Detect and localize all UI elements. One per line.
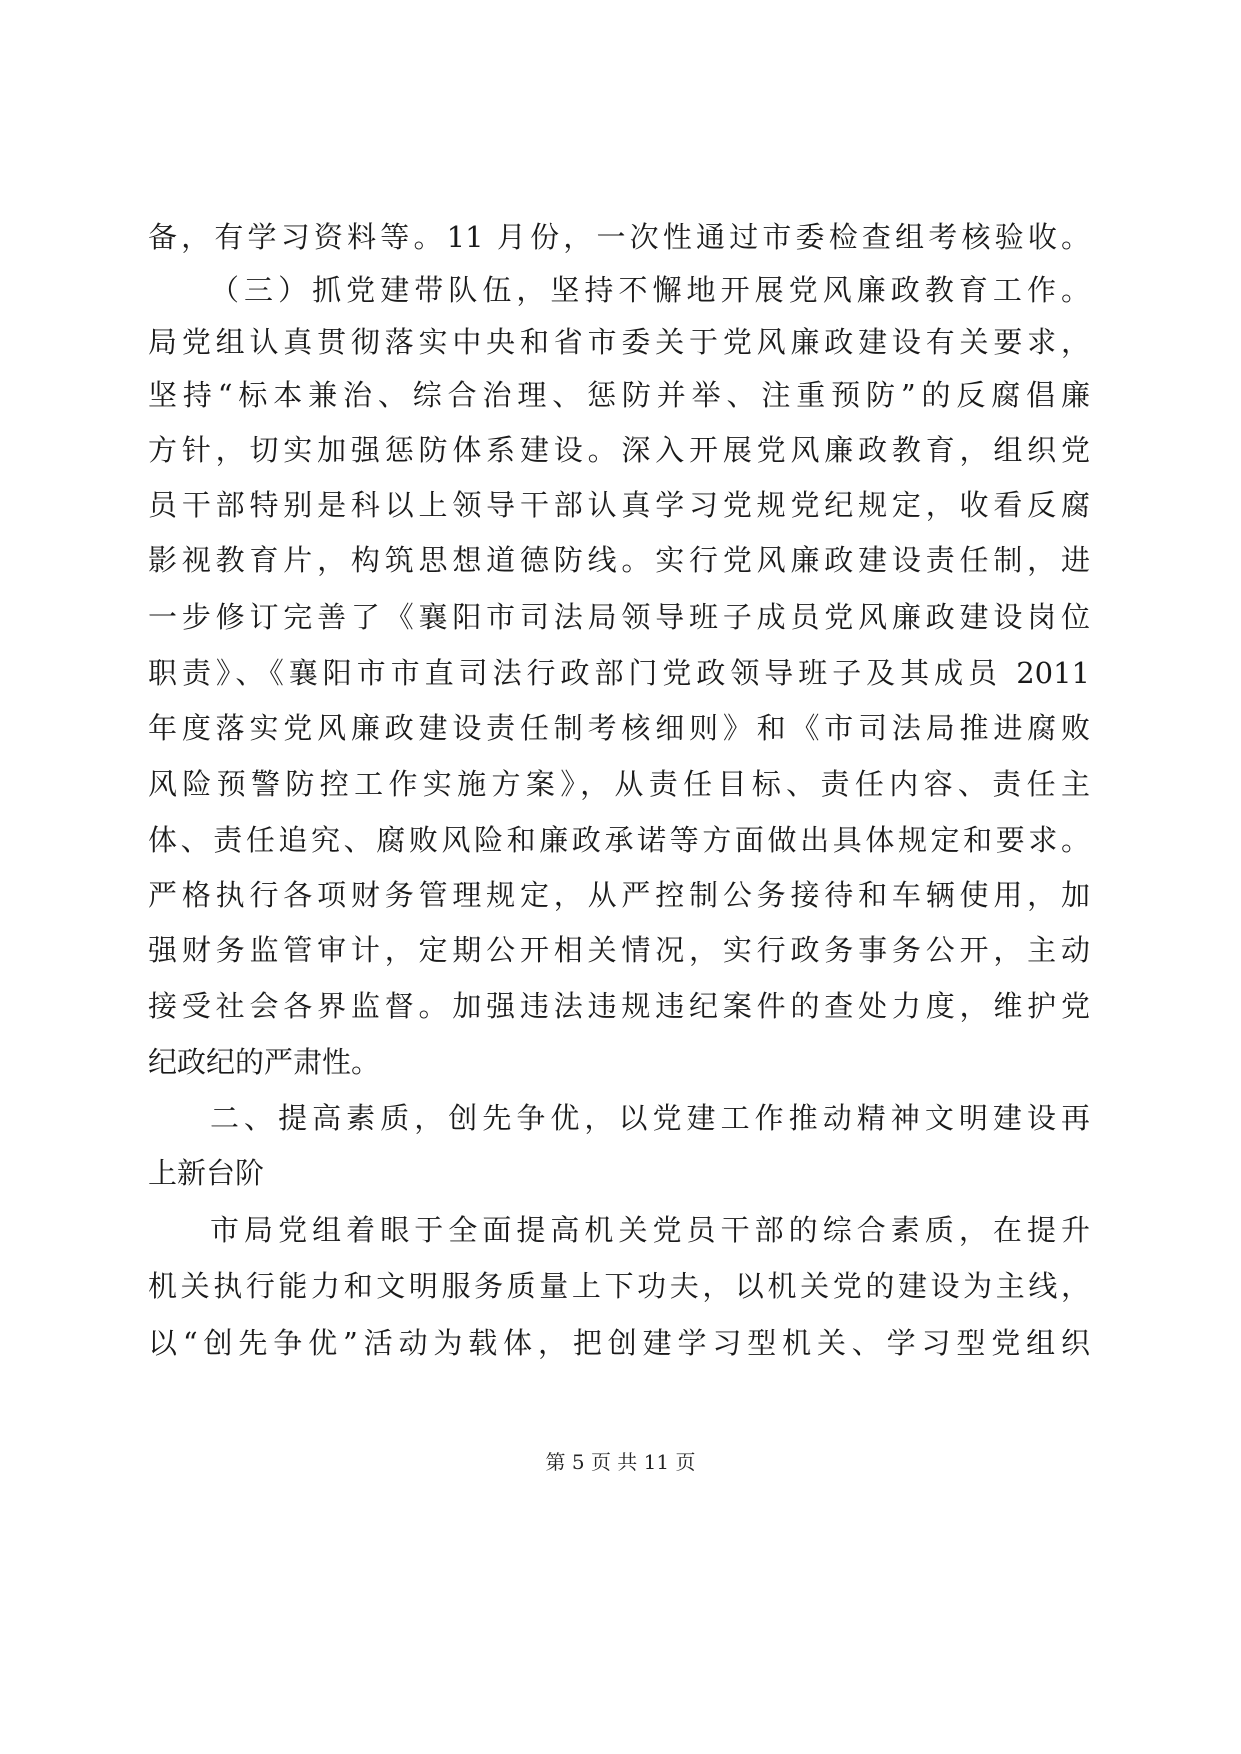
- page-number-footer: 第 5 页 共 11 页: [545, 1450, 696, 1474]
- text-line: 机关执行能力和文明服务质量上下功夫，以机关党的建设为主线，: [148, 1269, 1090, 1303]
- text-line: 年度落实党风廉政建设责任制考核细则》和《市司法局推进腐败: [148, 711, 1090, 745]
- text-line: 员干部特别是科以上领导干部认真学习党规党纪规定，收看反腐: [148, 488, 1090, 522]
- text-line: 影视教育片，构筑思想道德防线。实行党风廉政建设责任制，进: [148, 543, 1090, 577]
- text-line: 严格执行各项财务管理规定，从严控制公务接待和车辆使用，加: [148, 878, 1090, 912]
- text-line: 体、责任追究、腐败风险和廉政承诺等方面做出具体规定和要求。: [148, 823, 1090, 857]
- text-line: 纪政纪的严肃性。: [148, 1045, 381, 1079]
- section-heading-continued: 上新台阶: [148, 1156, 265, 1190]
- text-line: 备，有学习资料等。11 月份，一次性通过市委检查组考核验收。: [148, 220, 1090, 254]
- text-line: 接受社会各界监督。加强违法违规违纪案件的查处力度，维护党: [148, 989, 1090, 1023]
- text-line: 局党组认真贯彻落实中央和省市委关于党风廉政建设有关要求，: [148, 325, 1090, 359]
- section-heading: 二、提高素质，创先争优，以党建工作推动精神文明建设再: [210, 1101, 1090, 1135]
- section-heading: （三）抓党建带队伍，坚持不懈地开展党风廉政教育工作。: [210, 273, 1090, 307]
- text-line: 市局党组着眼于全面提高机关党员干部的综合素质，在提升: [210, 1213, 1090, 1247]
- text-line: 强财务监管审计，定期公开相关情况，实行政务事务公开，主动: [148, 933, 1090, 967]
- text-line: 方针，切实加强惩防体系建设。深入开展党风廉政教育，组织党: [148, 433, 1090, 467]
- text-line: 以“创先争优”活动为载体，把创建学习型机关、学习型党组织: [148, 1326, 1090, 1360]
- text-line: 坚持“标本兼治、综合治理、惩防并举、注重预防”的反腐倡廉: [148, 378, 1090, 412]
- text-line: 一步修订完善了《襄阳市司法局领导班子成员党风廉政建设岗位: [148, 600, 1090, 634]
- text-line: 风险预警防控工作实施方案》，从责任目标、责任内容、责任主: [148, 767, 1090, 801]
- text-line: 职责》、《襄阳市市直司法行政部门党政领导班子及其成员 2011: [148, 656, 1090, 690]
